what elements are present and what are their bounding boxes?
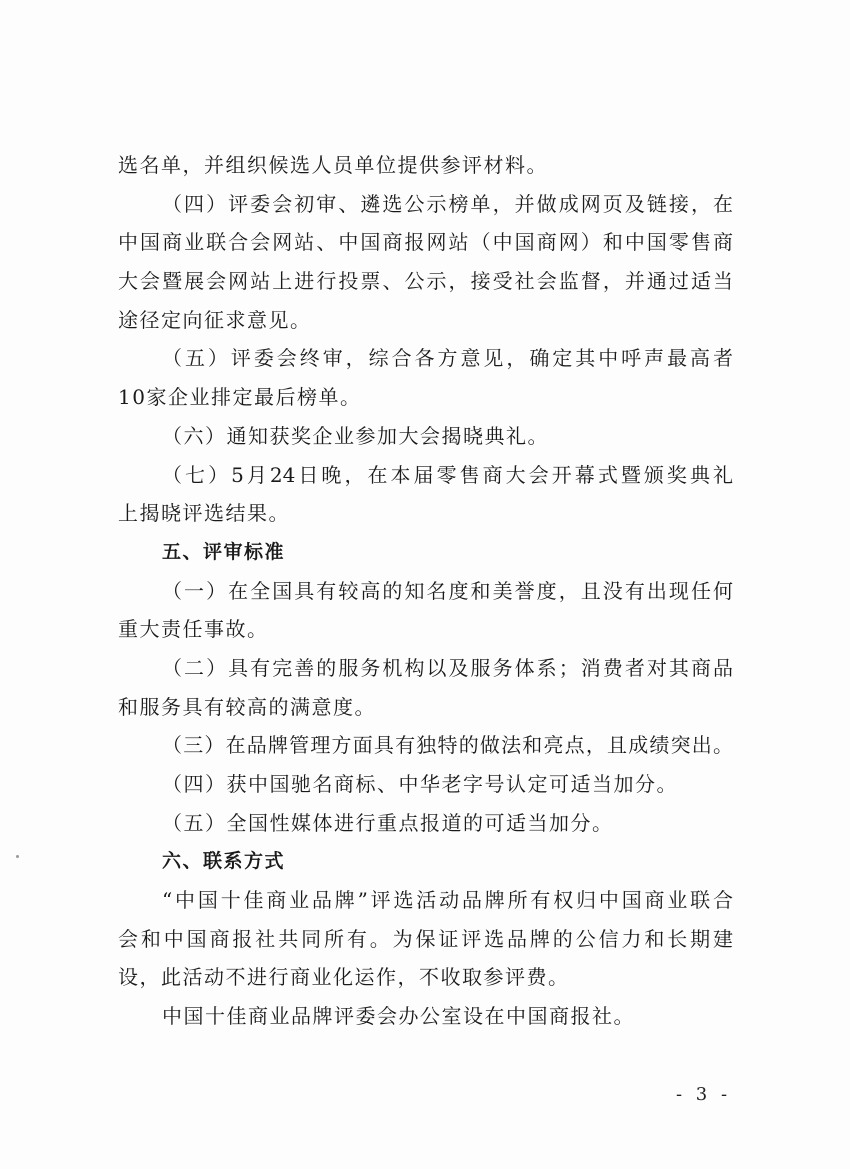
paragraph-line: 10家企业排定最后榜单。	[118, 385, 362, 410]
paragraph-line: 大会暨展会网站上进行投票、公示，接受社会监督，并通过适当	[118, 269, 733, 294]
paragraph-line: （四）获中国驰名商标、中华老字号认定可适当加分。	[162, 772, 678, 796]
paragraph-line: 中国商业联合会网站、中国商报网站（中国商网）和中国零售商	[118, 230, 733, 255]
paragraph-line: （四）评委会初审、遴选公示榜单，并做成网页及链接，在	[162, 191, 733, 216]
document-body	[118, 146, 733, 1036]
paragraph-line: （七）5月24日晚，在本届零售商大会开幕式暨颁奖典礼	[162, 462, 733, 487]
paragraph-line: （六）通知获奖企业参加大会揭晓典礼。	[162, 423, 549, 448]
paragraph-line: 和服务具有较高的满意度。	[118, 694, 376, 719]
paragraph-line: （二）具有完善的服务机构以及服务体系；消费者对其商品	[162, 655, 733, 680]
paragraph-line: 途径定向征求意见。	[118, 307, 312, 332]
paragraph-line: 设，此活动不进行商业化运作，不收取参评费。	[118, 965, 570, 990]
section-heading: 六、联系方式	[162, 850, 286, 873]
paragraph-line: 选名单，并组织候选人员单位提供参评材料。	[118, 153, 548, 177]
section-heading: 五、评审标准	[162, 540, 286, 563]
paragraph-line: （三）在品牌管理方面具有独特的做法和亮点，且成绩突出。	[162, 733, 733, 758]
paragraph-line: 上揭晓评选结果。	[118, 501, 290, 526]
paragraph-line: 会和中国商报社共同所有。为保证评选品牌的公信力和长期建	[118, 926, 733, 951]
paragraph-line: （一）在全国具有较高的知名度和美誉度，且没有出现任何	[162, 578, 733, 603]
scan-speck	[16, 855, 19, 858]
paragraph-line: （五）全国性媒体进行重点报道的可适当加分。	[162, 810, 614, 835]
page-number: - 3 -	[676, 1084, 732, 1105]
paragraph-line: （五）评委会终审，综合各方意见，确定其中呼声最高者	[162, 346, 733, 371]
paragraph-line: 重大责任事故。	[118, 617, 269, 642]
paragraph-line: “中国十佳商业品牌”评选活动品牌所有权归中国商业联合	[162, 888, 733, 913]
paragraph-line: 中国十佳商业品牌评委会办公室设在中国商报社。	[162, 1004, 635, 1029]
